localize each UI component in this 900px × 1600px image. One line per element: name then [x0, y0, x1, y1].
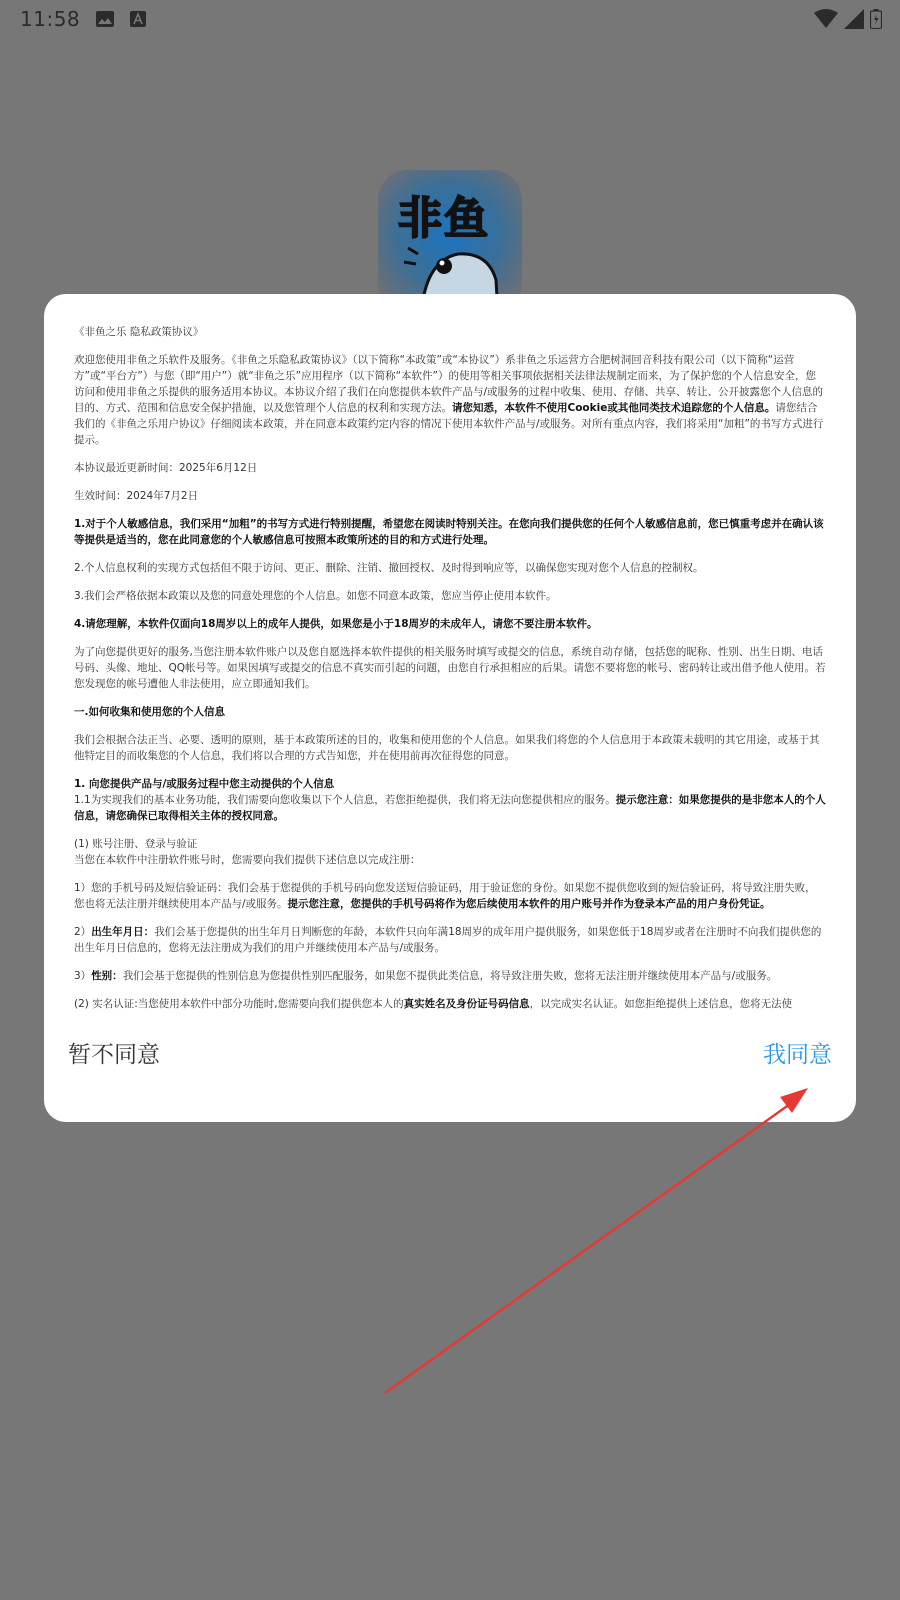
- policy-point-4: 4.请您理解，本软件仅面向18周岁以上的成年人提供，如果您是小于18周岁的未成年人，请您不要注册本软件。: [74, 618, 598, 630]
- signal-icon: [844, 9, 864, 29]
- subsection-1-title: 1. 向您提供产品与/或服务过程中您主动提供的个人信息: [74, 778, 335, 790]
- item-gender: 3）性别：我们会基于您提供的性别信息为您提供性别匹配服务，如果您不提供此类信息，将导致注册失败，您将无法注册并继续使用本产品与/或服务。: [74, 970, 778, 982]
- item-phone: 1）您的手机号码及短信验证码：我们会基于您提供的手机号码向您发送短信验证码，用于验证您的身份。如果您不提供您收到的短信验证码，将导致注册失败，您也将无法注册并继续使用本产品与/或服务。提示您注意，您提供的手机号码将作为您后续使用本软件的用户账号并作为登录本产品的用户身份凭证。: [74, 882, 816, 910]
- subsection-1-text: 1.1为实现我们的基本业务功能，我们需要向您收集以下个人信息，若您拒绝提供，我们将无法向您提供相应的服务。提示您注意：如果您提供的是非您本人的个人信息，请您确保已取得相关主体的授权同意。: [74, 794, 826, 822]
- agree-button[interactable]: 我同意: [763, 1036, 832, 1069]
- policy-intro: 欢迎您使用非鱼之乐软件及服务。《非鱼之乐隐私政策协议》（以下简称“本政策”或“本协议”）系非鱼之乐运营方合肥树洞回音科技有限公司（以下简称“运营方”或“平台方”）与您（即“用户”）就“非鱼之乐”应用程序（以下简称“本软件”）的使用等相关事项依据相关法律法规制定而来，为了保护您的个人信息安全，您访问和使用非鱼之乐提供的服务适用本协议。本协议介绍了我们在向您提供本软件产品与/或服务的过程中收集、使用、存储、共享、转让、公开披露您个人信息的目的、方式、范围和信息安全保护措施，以及您管理个人信息的权利和实现方法。请您知悉，本软件不使用Cookie或其他同类技术追踪您的个人信息。请您结合我们的《非鱼之乐用户协议》仔细阅读本政策，并在同意本政策约定内容的情况下使用本软件产品与/或服务。对所有重点内容，我们将采用“加粗”的书写方式进行提示。: [74, 354, 824, 446]
- item-birthdate: 2）出生年月日：我们会基于您提供的出生年月日判断您的年龄，本软件只向年满18周岁的成年用户提供服务，如果您低于18周岁或者在注册时不向我们提供您的出生年月日信息的，您将无法注册成为我们的用户并继续使用本产品与/或服务。: [74, 926, 822, 954]
- policy-text[interactable]: [74, 324, 826, 1020]
- disagree-button[interactable]: 暂不同意: [68, 1036, 160, 1069]
- policy-service-paragraph: 为了向您提供更好的服务,当您注册本软件账户以及您自愿选择本软件提供的相关服务时填写或提交的信息，系统自动存储，包括您的昵称、性别、出生日期、电话号码、头像、地址、QQ帐号等。如果因填写或提交的信息不真实而引起的问题，由您自行承担相应的后果。请您不要将您的帐号、密码转让或出借予他人使用。若您发现您的帐号遭他人非法使用，应立即通知我们。: [74, 646, 826, 690]
- policy-updated: 本协议最近更新时间：2025年6月12日: [74, 462, 258, 474]
- status-bar: [0, 0, 900, 38]
- battery-icon: [870, 9, 882, 29]
- privacy-dialog: [44, 294, 856, 1122]
- section-1-text: 我们会根据合法正当、必要、透明的原则，基于本政策所述的目的，收集和使用您的个人信息。如果我们将您的个人信息用于本政策未载明的其它用途，或基于其他特定目的而收集您的个人信息，我们将以合理的方式告知您，并在使用前再次征得您的同意。: [74, 734, 820, 762]
- registration-text: 当您在本软件中注册软件账号时，您需要向我们提供下述信息以完成注册：: [74, 854, 421, 866]
- image-icon: [96, 11, 114, 27]
- policy-point-2: 2.个人信息权利的实现方式包括但不限于访问、更正、删除、注销、撤回授权、及时得到响应等，以确保您实现对您个人信息的控制权。: [74, 562, 704, 574]
- status-left: [20, 7, 146, 31]
- policy-point-1: 1.对于个人敏感信息，我们采用“加粗”的书写方式进行特别提醒，希望您在阅读时特别关注。在您向我们提供您的任何个人敏感信息前，您已慎重考虑并在确认该等提供是适当的，您在此同意您的个人敏感信息可按照本政策所述的目的和方式进行处理。: [74, 518, 824, 546]
- policy-point-3: 3.我们会严格依据本政策以及您的同意处理您的个人信息。如您不同意本政策，您应当停止使用本软件。: [74, 590, 557, 602]
- status-right: [814, 9, 882, 29]
- logo-text: 非鱼: [398, 193, 490, 244]
- wifi-icon: [814, 9, 838, 29]
- section-1-title: 一.如何收集和使用您的个人信息: [74, 706, 225, 718]
- font-icon: [130, 11, 146, 27]
- item-realname: (2) 实名认证:当您使用本软件中部分功能时,您需要向我们提供您本人的真实姓名及身份证号码信息，以完成实名认证。如您拒绝提供上述信息，您将无法使: [74, 998, 793, 1010]
- policy-title: 《非鱼之乐 隐私政策协议》: [74, 326, 204, 338]
- policy-effective: 生效时间：2024年7月2日: [74, 490, 199, 502]
- registration-title: (1) 账号注册、登录与验证: [74, 838, 198, 850]
- status-time: 11:58: [20, 7, 81, 31]
